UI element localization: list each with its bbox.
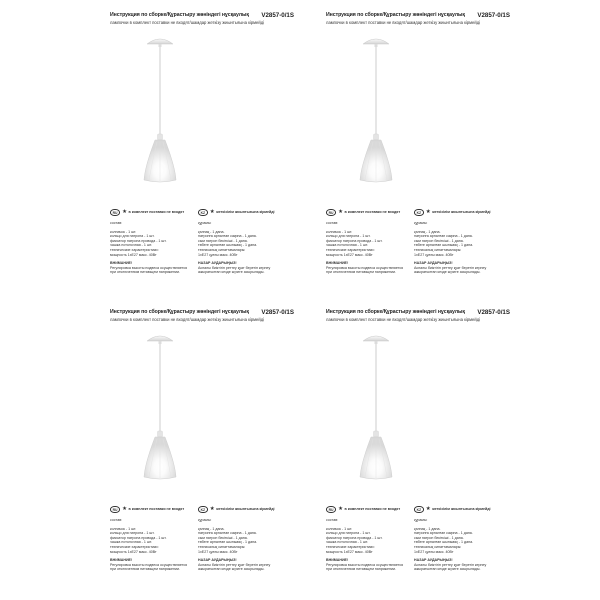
kz-tech-heading: техникалық сипаттамалары: (198, 544, 246, 549)
lamp-holder (374, 134, 379, 140)
ru-tech-heading: технические характеристики: (326, 247, 375, 252)
ru-contents-item: колпачок - 1 шт. (110, 526, 137, 531)
ru-contents-item: колпачок - 1 шт. (326, 229, 353, 234)
star-icon: ★ (209, 506, 215, 512)
ru-tech-heading: технические характеристики: (326, 544, 375, 549)
ru-contents-item: фиксатор патрона провода - 1 шт. (110, 535, 167, 540)
kazakh-section (414, 505, 506, 572)
ru-warning-line: Регулировка высоты подвеса осуществляется (110, 562, 188, 567)
kz-warning-heading: НАЗАР АУДАРЫҢЫЗ! (198, 261, 237, 266)
ru-tech-value: мощность 1xE27 макс. 40Вт (110, 252, 157, 257)
instruction-subtitle: лампочки в комплект поставки не входят/шамдар жеткізу жиынтығына кірмейді (326, 20, 481, 25)
kz-contents-item: төбеге арналған шыныаяқ - 1 дана. (414, 540, 474, 545)
canopy-collar (375, 44, 378, 47)
ru-contents-item: фиксатор патрона провода - 1 шт. (326, 535, 383, 540)
ru-contents-heading: состав: (110, 221, 123, 225)
canopy-collar (159, 341, 162, 344)
lamp-holder (158, 431, 163, 437)
ru-contents-item: фиксатор патрона провода - 1 шт. (326, 238, 383, 243)
kz-contents-item: сым патрон бекіткіші - 1 дана. (414, 238, 464, 243)
kz-badge: KZ (198, 209, 208, 216)
instruction-sheet (326, 309, 542, 590)
star-icon: ★ (425, 209, 431, 215)
ru-warning-line: Регулировка высоты подвеса осуществляется (326, 562, 404, 567)
instruction-sheet (326, 12, 542, 293)
ru-tech-value: мощность 1xE27 макс. 40Вт (326, 549, 373, 554)
ru-bulbs-note: в комплект поставки не входят (344, 507, 401, 512)
kz-contents-heading: құрамы: (198, 221, 212, 225)
kz-contents-heading: құрамы: (414, 518, 428, 522)
ru-contents-item: чашка потолочная - 1 шт. (326, 540, 368, 545)
ceiling-canopy (147, 39, 173, 44)
ru-badge: RU (110, 209, 120, 216)
ru-contents-item: чашка потолочная - 1 шт. (110, 243, 152, 248)
kz-tech-value: 1хЕ27 қуаты макс. 40Вт (198, 549, 238, 554)
kz-contents-item: сым патрон бекіткіші - 1 дана. (198, 535, 248, 540)
kz-badge: KZ (198, 506, 208, 513)
kz-contents-item: патронға арналған сақина - 1 дана. (198, 234, 257, 239)
ru-warning-line: при отключенном питающем напряжении. (110, 270, 181, 275)
canopy-collar (375, 341, 378, 344)
ceiling-canopy (363, 336, 389, 341)
pendant-lamp-illustration (138, 331, 182, 481)
ru-contents-item: кольцо для патрона - 1 шт. (326, 234, 371, 239)
model-number: V2857-0/1S (261, 308, 294, 316)
star-icon: ★ (338, 506, 344, 512)
instruction-subtitle: лампочки в комплект поставки не входят/шамдар жеткізу жиынтығына кірмейді (110, 20, 265, 25)
ru-warning-line: при отключенном питающем напряжении. (326, 270, 397, 275)
russian-section (326, 505, 414, 572)
ru-contents-item: чашка потолочная - 1 шт. (326, 243, 368, 248)
ru-tech-value: мощность 1xE27 макс. 40Вт (326, 252, 373, 257)
ceiling-canopy (147, 336, 173, 341)
star-icon: ★ (122, 209, 128, 215)
kz-warning-line: Аспалы биіктігін реттеу қуат беретін кернеу (414, 265, 487, 270)
kz-contents-item: қалпақ - 1 дана. (198, 229, 225, 234)
kz-tech-heading: техникалық сипаттамалары: (414, 544, 462, 549)
kz-bulbs-note: жеткізілім жиынтығына кірмейді (216, 507, 275, 512)
ru-contents-item: кольцо для патрона - 1 шт. (110, 531, 155, 536)
ru-tech-heading: технические характеристики: (110, 544, 159, 549)
kz-contents-heading: құрамы: (414, 221, 428, 225)
ru-warning-line: при отключенном питающем напряжении. (110, 567, 181, 572)
instruction-sheet (110, 12, 326, 293)
ru-warning-line: Регулировка высоты подвеса осуществляется (326, 265, 404, 270)
header-row (110, 12, 294, 20)
pendant-lamp-illustration (354, 331, 398, 481)
kz-tech-value: 1хЕ27 қуаты макс. 40Вт (414, 549, 454, 554)
kz-warning-heading: НАЗАР АУДАРЫҢЫЗ! (414, 261, 453, 266)
instruction-subtitle: лампочки в комплект поставки не входят/шамдар жеткізу жиынтығына кірмейді (326, 317, 481, 322)
kz-bulbs-note: жеткізілім жиынтығына кірмейді (216, 210, 275, 215)
kz-tech-value: 1хЕ27 қуаты макс. 40Вт (414, 252, 454, 257)
header-row (326, 309, 510, 317)
kazakh-section (414, 208, 506, 275)
kz-warning-line: Аспалы биіктігін реттеу қуат беретін кернеу (198, 562, 271, 567)
kz-warning-line: Аспалы биіктігін реттеу қуат беретін кернеу (198, 265, 271, 270)
lamp-holder (374, 431, 379, 437)
canopy-collar (159, 44, 162, 47)
kz-warning-line: ажыратылған кезде жүзеге асырылады. (198, 567, 265, 572)
model-number: V2857-0/1S (261, 11, 294, 19)
ru-contents-item: кольцо для патрона - 1 шт. (326, 531, 371, 536)
ru-contents-heading: состав: (326, 518, 339, 522)
instruction-title: Инструкция по сборке/Құрастыру жөніндегі нұсқаулық (326, 309, 465, 315)
ru-bulbs-note: в комплект поставки не входят (128, 210, 185, 215)
ru-tech-value: мощность 1xE27 макс. 40Вт (110, 549, 157, 554)
ru-contents-item: фиксатор патрона провода - 1 шт. (110, 238, 167, 243)
kazakh-section (198, 505, 290, 572)
instruction-subtitle: лампочки в комплект поставки не входят/шамдар жеткізу жиынтығына кірмейді (110, 317, 265, 322)
ru-warning-line: при отключенном питающем напряжении. (326, 567, 397, 572)
kz-contents-heading: құрамы: (198, 518, 212, 522)
star-icon: ★ (338, 209, 344, 215)
kz-warning-heading: НАЗАР АУДАРЫҢЫЗ! (414, 558, 453, 563)
instruction-title: Инструкция по сборке/Құрастыру жөніндегі нұсқаулық (110, 12, 249, 18)
kz-tech-heading: техникалық сипаттамалары: (198, 247, 246, 252)
ru-contents-heading: состав: (110, 518, 123, 522)
pendant-lamp-illustration (354, 34, 398, 184)
kz-contents-item: төбеге арналған шыныаяқ - 1 дана. (414, 243, 474, 248)
ceiling-canopy (363, 39, 389, 44)
header-row (110, 309, 294, 317)
kz-contents-item: төбеге арналған шыныаяқ - 1 дана. (198, 243, 258, 248)
kz-contents-item: қалпақ - 1 дана. (198, 526, 225, 531)
instruction-title: Инструкция по сборке/Құрастыру жөніндегі нұсқаулық (326, 12, 465, 18)
ru-contents-item: колпачок - 1 шт. (326, 526, 353, 531)
ru-warning-heading: ВНИМАНИЕ! (326, 558, 349, 563)
ru-bulbs-note: в комплект поставки не входят (128, 507, 185, 512)
kz-badge: KZ (414, 209, 424, 216)
russian-section (110, 208, 198, 275)
kz-contents-item: патронға арналған сақина - 1 дана. (414, 234, 473, 239)
ru-tech-heading: технические характеристики: (110, 247, 159, 252)
kz-contents-item: қалпақ - 1 дана. (414, 229, 441, 234)
star-icon: ★ (425, 506, 431, 512)
kz-contents-item: сым патрон бекіткіші - 1 дана. (414, 535, 464, 540)
russian-section (326, 208, 414, 275)
kz-warning-heading: НАЗАР АУДАРЫҢЫЗ! (198, 558, 237, 563)
star-icon: ★ (122, 506, 128, 512)
header-row (326, 12, 510, 20)
kz-contents-item: қалпақ - 1 дана. (414, 526, 441, 531)
kz-contents-item: патронға арналған сақина - 1 дана. (198, 531, 257, 536)
kz-warning-line: Аспалы биіктігін реттеу қуат беретін кернеу (414, 562, 487, 567)
kz-badge: KZ (414, 506, 424, 513)
pendant-lamp-illustration (138, 34, 182, 184)
kazakh-section (198, 208, 290, 275)
lamp-holder (158, 134, 163, 140)
model-number: V2857-0/1S (477, 11, 510, 19)
kz-warning-line: ажыратылған кезде жүзеге асырылады. (198, 270, 265, 275)
ru-bulbs-note: в комплект поставки не входят (344, 210, 401, 215)
ru-badge: RU (326, 506, 336, 513)
ru-contents-item: колпачок - 1 шт. (110, 229, 137, 234)
kz-tech-heading: техникалық сипаттамалары: (414, 247, 462, 252)
russian-section (110, 505, 198, 572)
kz-contents-item: патронға арналған сақина - 1 дана. (414, 531, 473, 536)
kz-tech-value: 1хЕ27 қуаты макс. 40Вт (198, 252, 238, 257)
ru-contents-item: кольцо для патрона - 1 шт. (110, 234, 155, 239)
kz-bulbs-note: жеткізілім жиынтығына кірмейді (432, 210, 491, 215)
kz-contents-item: сым патрон бекіткіші - 1 дана. (198, 238, 248, 243)
instruction-title: Инструкция по сборке/Құрастыру жөніндегі нұсқаулық (110, 309, 249, 315)
ru-warning-heading: ВНИМАНИЕ! (110, 261, 133, 266)
kz-warning-line: ажыратылған кезде жүзеге асырылады. (414, 270, 481, 275)
ru-badge: RU (110, 506, 120, 513)
kz-contents-item: төбеге арналған шыныаяқ - 1 дана. (198, 540, 258, 545)
kz-bulbs-note: жеткізілім жиынтығына кірмейді (432, 507, 491, 512)
ru-warning-heading: ВНИМАНИЕ! (326, 261, 349, 266)
star-icon: ★ (209, 209, 215, 215)
instruction-sheet (110, 309, 326, 590)
ru-warning-line: Регулировка высоты подвеса осуществляется (110, 265, 188, 270)
model-number: V2857-0/1S (477, 308, 510, 316)
ru-contents-item: чашка потолочная - 1 шт. (110, 540, 152, 545)
ru-warning-heading: ВНИМАНИЕ! (110, 558, 133, 563)
kz-warning-line: ажыратылған кезде жүзеге асырылады. (414, 567, 481, 572)
ru-badge: RU (326, 209, 336, 216)
ru-contents-heading: состав: (326, 221, 339, 225)
